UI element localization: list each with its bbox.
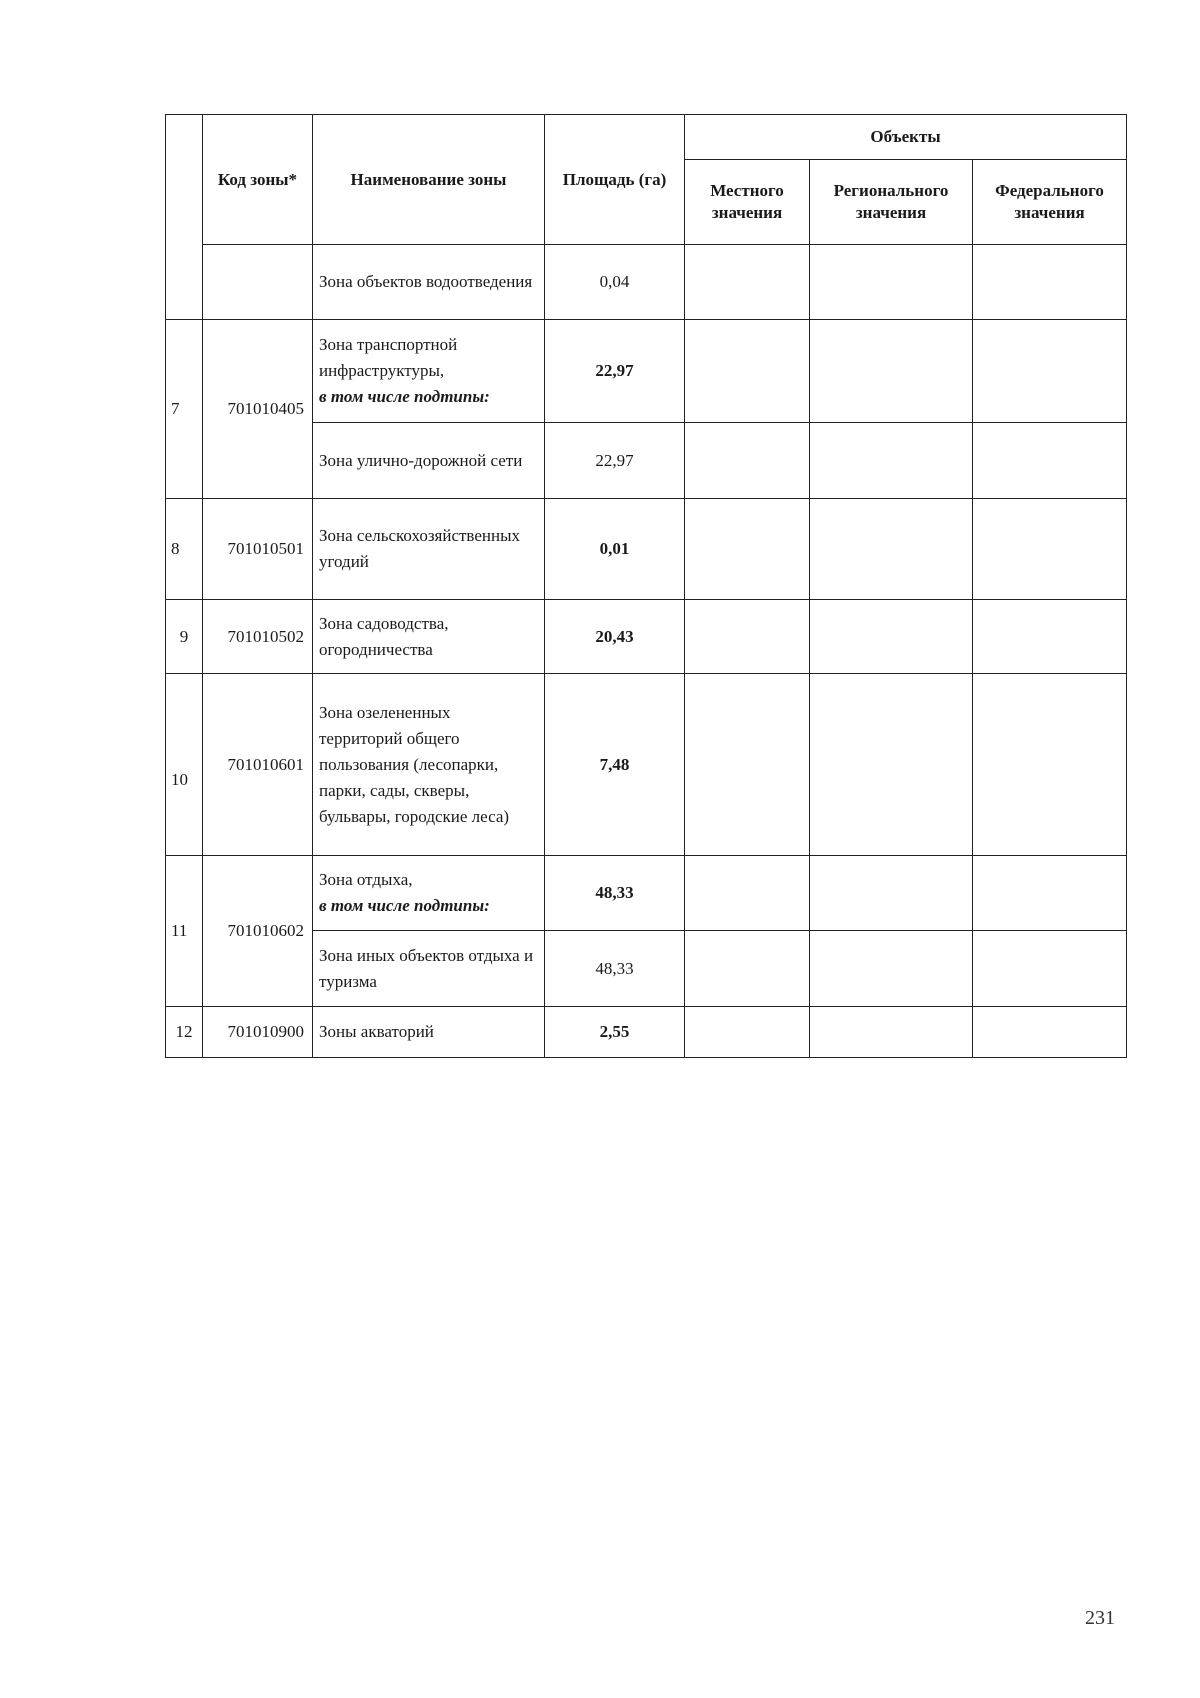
table-row	[166, 674, 1127, 856]
header-row-top	[166, 115, 1127, 160]
zone-code: 701010900	[203, 1007, 313, 1058]
row-number: 7	[166, 320, 203, 499]
zone-area: 22,97	[545, 320, 685, 423]
subtypes-note: в том числе подтипы:	[319, 387, 490, 406]
local-cell	[685, 600, 810, 674]
zone-name-text: Зона отдыха,	[319, 870, 413, 889]
header-number	[166, 115, 203, 320]
local-cell	[685, 423, 810, 499]
subtypes-note: в том числе подтипы:	[319, 896, 490, 915]
zone-name: Зона садоводства, огородничества	[313, 600, 545, 674]
table-row	[166, 245, 1127, 320]
zone-name-text: Зона транспортной инфраструктуры,	[319, 335, 458, 380]
federal-cell	[973, 674, 1127, 856]
zone-name: Зона иных объектов отдыха и туризма	[313, 931, 545, 1007]
zone-area: 22,97	[545, 423, 685, 499]
zone-area: 48,33	[545, 931, 685, 1007]
federal-cell	[973, 856, 1127, 931]
code-cell	[203, 245, 313, 320]
zone-area: 2,55	[545, 1007, 685, 1058]
table-row	[166, 1007, 1127, 1058]
header-area: Площадь (га)	[545, 115, 685, 245]
zone-code: 701010502	[203, 600, 313, 674]
zone-area: 20,43	[545, 600, 685, 674]
zone-area: 0,01	[545, 499, 685, 600]
page-number: 231	[1085, 1607, 1115, 1629]
regional-cell	[810, 600, 973, 674]
zone-code: 701010501	[203, 499, 313, 600]
zone-name: Зона улично-дорожной сети	[313, 423, 545, 499]
header-regional: Регионального значения	[810, 160, 973, 245]
row-number: 8	[166, 499, 203, 600]
zone-code: 701010601	[203, 674, 313, 856]
table-row	[166, 856, 1127, 931]
zone-name: Зона озелененных территорий общего пользования (лесопарки, парки, сады, скверы, бульвары, городские леса)	[313, 674, 545, 856]
federal-cell	[973, 600, 1127, 674]
regional-cell	[810, 320, 973, 423]
table-row	[166, 499, 1127, 600]
federal-cell	[973, 931, 1127, 1007]
local-cell	[685, 320, 810, 423]
zone-area: 7,48	[545, 674, 685, 856]
row-number: 9	[166, 600, 203, 674]
local-cell	[685, 499, 810, 600]
header-federal: Федерального значения	[973, 160, 1127, 245]
zone-code: 701010405	[203, 320, 313, 499]
regional-cell	[810, 674, 973, 856]
zone-name	[313, 320, 545, 423]
regional-cell	[810, 856, 973, 931]
table-row	[166, 320, 1127, 423]
row-number: 11	[166, 856, 203, 1007]
local-cell	[685, 674, 810, 856]
federal-cell	[973, 245, 1127, 320]
federal-cell	[973, 423, 1127, 499]
zone-name	[313, 856, 545, 931]
header-name: Наименование зоны	[313, 115, 545, 245]
federal-cell	[973, 1007, 1127, 1058]
header-objects: Объекты	[685, 115, 1127, 160]
regional-cell	[810, 423, 973, 499]
local-cell	[685, 1007, 810, 1058]
zone-area: 48,33	[545, 856, 685, 931]
row-number: 12	[166, 1007, 203, 1058]
regional-cell	[810, 245, 973, 320]
header-local: Местного значения	[685, 160, 810, 245]
row-number: 10	[166, 674, 203, 856]
zone-code: 701010602	[203, 856, 313, 1007]
zone-area: 0,04	[545, 245, 685, 320]
zone-name: Зона сельскохозяйственных угодий	[313, 499, 545, 600]
federal-cell	[973, 499, 1127, 600]
federal-cell	[973, 320, 1127, 423]
zone-name: Зоны акваторий	[313, 1007, 545, 1058]
header-code: Код зоны*	[203, 115, 313, 245]
local-cell	[685, 245, 810, 320]
regional-cell	[810, 931, 973, 1007]
regional-cell	[810, 1007, 973, 1058]
regional-cell	[810, 499, 973, 600]
table-row	[166, 600, 1127, 674]
zone-name: Зона объектов водоотведения	[313, 245, 545, 320]
local-cell	[685, 856, 810, 931]
zones-table	[165, 114, 1127, 1058]
local-cell	[685, 931, 810, 1007]
